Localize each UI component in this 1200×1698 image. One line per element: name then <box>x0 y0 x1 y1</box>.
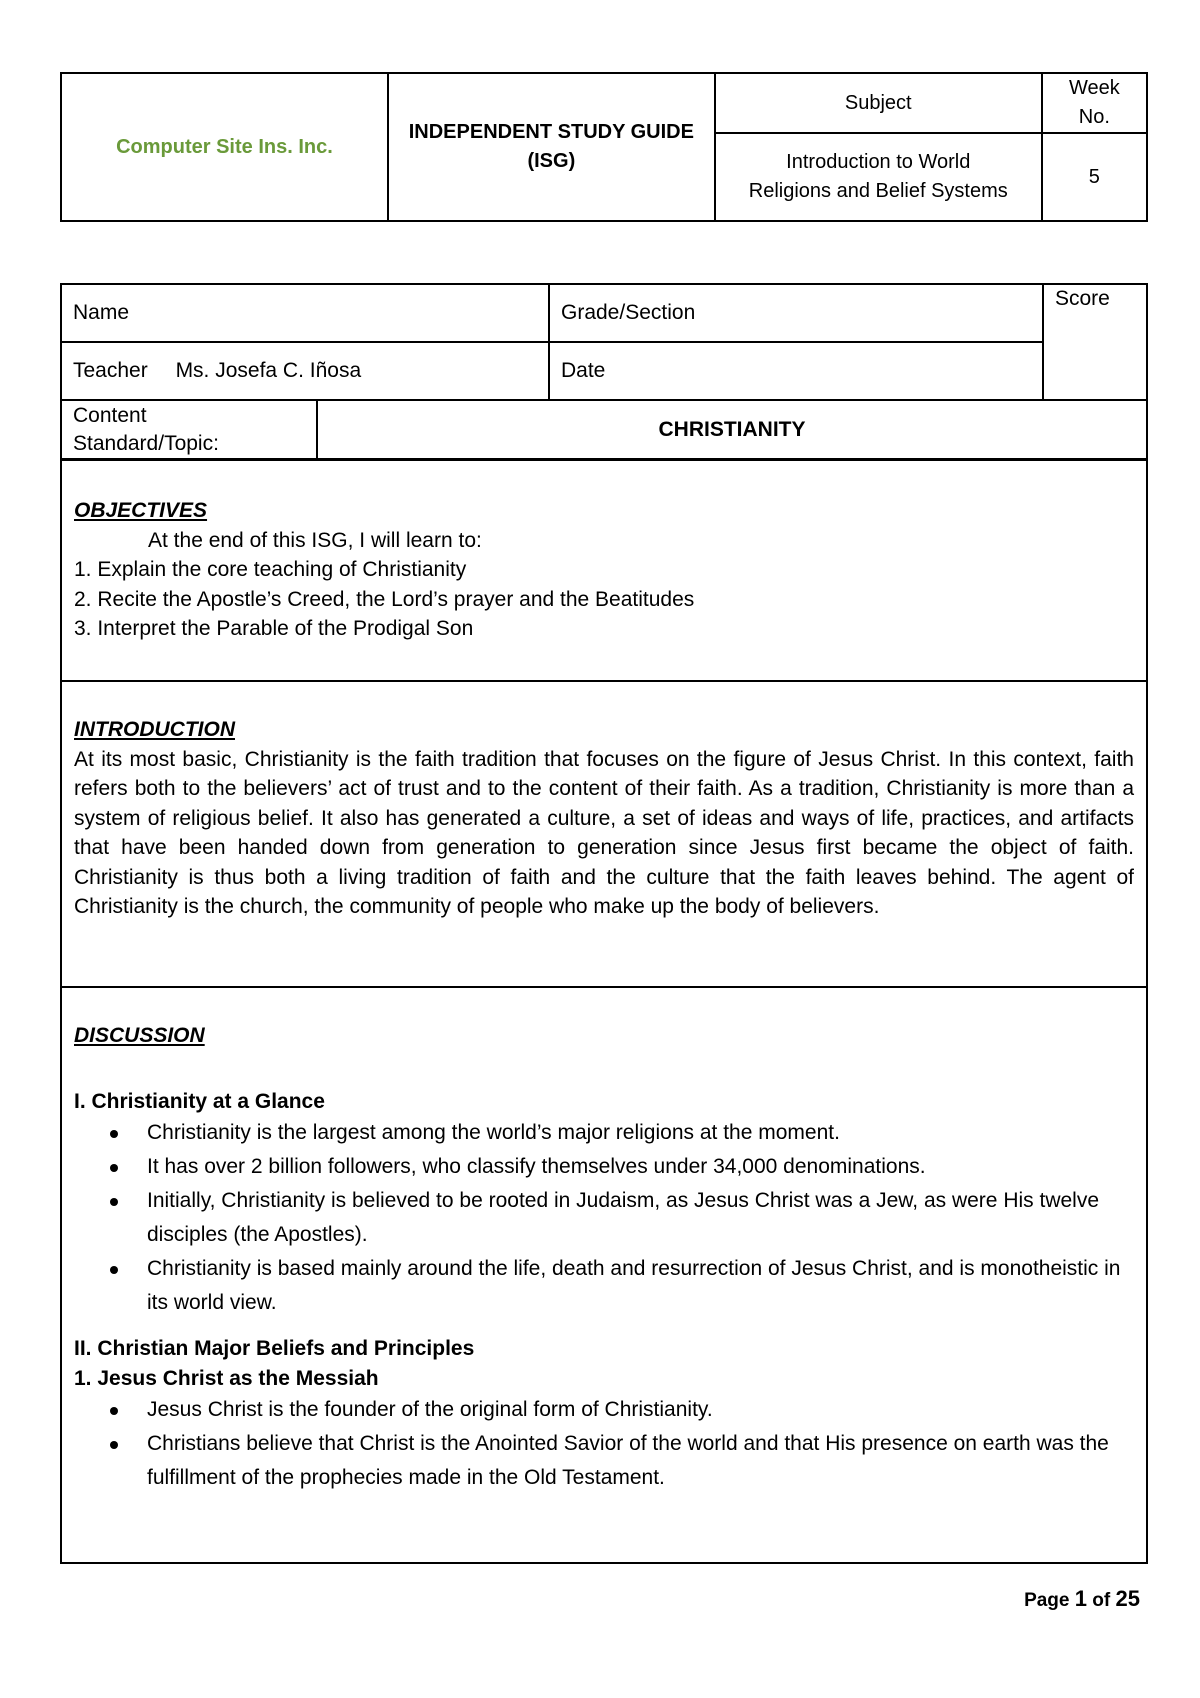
page-total: 25 <box>1115 1586 1140 1611</box>
list-item-text: It has over 2 billion followers, who classify themselves under 34,000 denominations. <box>147 1155 926 1178</box>
bullet-icon <box>110 1130 118 1138</box>
page-footer <box>1024 1586 1140 1612</box>
week-label-line2: No. <box>1078 106 1110 128</box>
subject-label-cell <box>715 73 1042 133</box>
teacher-field <box>61 342 549 400</box>
bullet-icon <box>110 1266 118 1274</box>
bullet-icon <box>110 1441 118 1449</box>
subject-value-cell <box>715 133 1042 221</box>
objective-item: 1. Explain the core teaching of Christianity <box>74 558 467 581</box>
guide-title-line2: (ISG) <box>527 150 576 172</box>
topic-label-cell <box>61 400 317 460</box>
score-field[interactable] <box>1043 284 1147 400</box>
objectives-section <box>62 458 1146 682</box>
grade-section-label: Grade/Section <box>561 301 696 324</box>
list-item <box>74 1252 1134 1320</box>
objective-item: 2. Recite the Apostle’s Creed, the Lord’s prayer and the Beatitudes <box>74 587 695 611</box>
of-word: of <box>1092 1590 1111 1611</box>
list-item <box>74 1427 1134 1495</box>
bullet-icon <box>110 1407 118 1415</box>
page-word: Page <box>1024 1590 1070 1611</box>
topic-label-line1: Content <box>73 404 147 427</box>
score-label: Score <box>1055 287 1110 310</box>
list-item <box>74 1184 1134 1252</box>
week-value: 5 <box>1088 165 1100 188</box>
introduction-heading: INTRODUCTION <box>74 718 235 741</box>
topic-label-line2: Standard/Topic: <box>73 432 219 455</box>
introduction-section <box>62 680 1146 988</box>
introduction-body: At its most basic, Christianity is the faith tradition that focuses on the figure of Jesus Christ. In this context, faith refers both to the believers’ act of trust and to the content of their faith. As a tradition, Christianity is more than a system of religious belief. It also has generated a culture, a set of ideas and ways of life, practices, and artifacts that have been handed down from generation to generation since Jesus first became the object of faith. Christianity is thus both a living tradition of faith and the culture that the faith leaves behind. The agent of Christianity is the church, the community of people who make up the body of believers. <box>74 747 1134 918</box>
list-item <box>74 1150 1134 1184</box>
date-field[interactable] <box>549 342 1043 400</box>
discussion-section <box>62 986 1146 1564</box>
header-table <box>60 72 1148 222</box>
grade-section-field[interactable] <box>549 284 1043 342</box>
bullet-icon <box>110 1198 118 1206</box>
list-item-text: Jesus Christ is the founder of the original form of Christianity. <box>147 1398 713 1421</box>
topic-value: CHRISTIANITY <box>658 418 806 441</box>
subject-label: Subject <box>844 91 912 114</box>
week-label-cell <box>1042 73 1147 133</box>
company-cell <box>61 73 388 221</box>
list-item-text: Christianity is the largest among the world’s major religions at the moment. <box>147 1121 840 1144</box>
date-label: Date <box>561 359 606 382</box>
section1-list <box>74 1116 1134 1320</box>
section1-title: I. Christianity at a Glance <box>74 1089 325 1113</box>
guide-title-cell <box>388 73 715 221</box>
objectives-intro: At the end of this ISG, I will learn to: <box>148 528 482 552</box>
discussion-heading: DISCUSSION <box>74 1024 205 1047</box>
content-box <box>60 458 1148 1564</box>
list-item-text: Christianity is based mainly around the life, death and resurrection of Jesus Christ, and is monotheistic in its world view. <box>147 1257 1121 1314</box>
subsection1-list <box>74 1393 1134 1495</box>
section2-title: II. Christian Major Beliefs and Principles <box>74 1337 475 1360</box>
list-item <box>74 1393 1134 1427</box>
page-current: 1 <box>1074 1586 1088 1611</box>
list-item <box>74 1116 1134 1150</box>
subject-value-line2: Religions and Belief Systems <box>748 180 1008 202</box>
subject-value-line1: Introduction to World <box>786 151 971 173</box>
week-label-line1: Week <box>1068 77 1120 99</box>
list-item-text: Initially, Christianity is believed to be rooted in Judaism, as Jesus Christ was a Jew, as were His twelve disciples (the Apostles). <box>147 1189 1100 1246</box>
week-value-cell <box>1042 133 1147 221</box>
list-item-text: Christians believe that Christ is the Anointed Savior of the world and that His presence on earth was the fulfillment of the prophecies made in the Old Testament. <box>147 1432 1109 1489</box>
teacher-label: Teacher <box>73 359 148 382</box>
teacher-value: Ms. Josefa C. Iñosa <box>175 359 362 382</box>
company-name: Computer Site Ins. Inc. <box>116 135 333 158</box>
subsection1-title: 1. Jesus Christ as the Messiah <box>74 1366 379 1390</box>
topic-value-cell <box>317 400 1147 460</box>
objective-item: 3. Interpret the Parable of the Prodigal Son <box>74 617 474 640</box>
objectives-heading: OBJECTIVES <box>74 499 208 522</box>
name-field[interactable] <box>61 284 549 342</box>
name-label: Name <box>73 301 130 324</box>
guide-title-line1: INDEPENDENT STUDY GUIDE <box>408 121 694 143</box>
bullet-icon <box>110 1164 118 1172</box>
student-info-table <box>60 283 1148 461</box>
